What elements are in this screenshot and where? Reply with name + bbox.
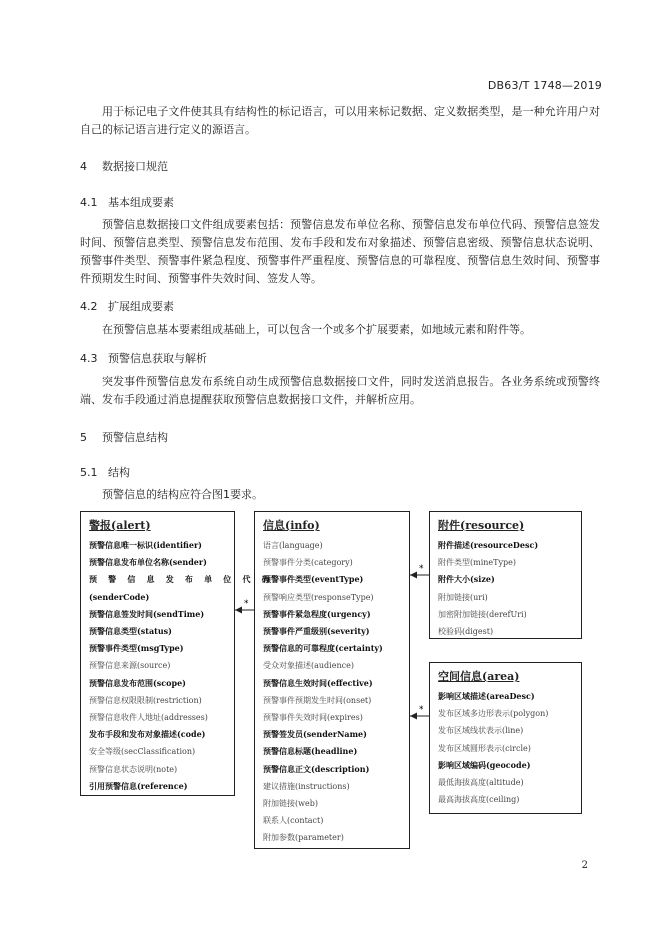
info-field: 预警信息标题(headline) bbox=[263, 746, 358, 757]
alert-field: 预警信息类型(status) bbox=[89, 626, 172, 637]
document-id-header: DB63/T 1748—2019 bbox=[487, 79, 602, 92]
alert-field: 安全等级(secClassification) bbox=[89, 747, 196, 757]
section-number: 5 bbox=[80, 431, 87, 444]
info-class-title: 信息(info) bbox=[263, 519, 320, 532]
multiplicity-star: * bbox=[244, 599, 249, 609]
section-title: 扩展组成要素 bbox=[108, 300, 174, 313]
section-number: 4.3 bbox=[80, 352, 98, 365]
info-field: 受众对象描述(audience) bbox=[263, 661, 354, 671]
alert-field: 预警事件类型(msgType) bbox=[89, 643, 184, 654]
section-4-2-body: 在预警信息基本要素组成基础上，可以包含一个或多个扩展要素，如地域元素和附件等。 bbox=[102, 323, 531, 336]
info-field: 预警信息正文(description) bbox=[263, 763, 370, 774]
area-field: 发布区域多边形表示(polygon) bbox=[438, 709, 549, 719]
area-field: 发布区域圆形表示(circle) bbox=[438, 743, 531, 753]
alert-field: 预警信息来源(source) bbox=[89, 661, 171, 671]
section-title: 数据接口规范 bbox=[102, 160, 168, 173]
info-field: 预警事件分类(category) bbox=[263, 558, 353, 568]
section-number: 4 bbox=[80, 160, 87, 173]
area-field: 影响区域编码(geocode) bbox=[438, 759, 531, 770]
resource-field: 加密附加链接(derefUri) bbox=[438, 609, 527, 619]
alert-field: 预警信息发布范围(scope) bbox=[89, 677, 186, 688]
alert-field: 预 警 信 息 发 布 单 位 代 码 bbox=[89, 574, 274, 585]
section-4-1-body: 预警信息数据接口文件组成要素包括：预警信息发布单位名称、预警信息发布单位代码、预警信息签发时间、预警信息类型、预警信息发布范围、发布手段和发布对象描述、预警信息密级、预警信息状态说明、预警事件类型、预警事件紧急程度、预警事件严重程度、预警信息的可靠程度、预警信息生效时间、预警事件预期发生时间、预警事件失效时间、签发人等。 bbox=[80, 218, 600, 285]
section-title: 基本组成要素 bbox=[108, 196, 174, 209]
section-title: 结构 bbox=[108, 466, 130, 479]
alert-field: 预警信息状态说明(note) bbox=[89, 764, 178, 774]
alert-field: 预警信息唯一标识(identifier) bbox=[89, 540, 202, 550]
section-number: 4.1 bbox=[80, 196, 98, 209]
info-field: 预警签发员(senderName) bbox=[263, 729, 367, 740]
info-field: 预警信息生效时间(effective) bbox=[263, 677, 373, 688]
section-number: 4.2 bbox=[80, 300, 98, 313]
info-field: 联系人(contact) bbox=[263, 816, 324, 826]
section-number: 5.1 bbox=[80, 466, 98, 479]
area-field: 影响区域描述(areaDesc) bbox=[438, 691, 535, 701]
info-field: 预警信息的可靠程度(certainty) bbox=[263, 643, 383, 654]
info-field: 预警事件预期发生时间(onset) bbox=[263, 695, 372, 705]
info-field: 预警事件失效时间(expires) bbox=[263, 713, 363, 723]
alert-field: 预警信息收件人地址(addresses) bbox=[89, 713, 208, 723]
section-4-3-body: 突发事件预警信息发布系统自动生成预警信息数据接口文件，同时发送消息报告。各业务系统或预警终端、发布手段通过消息提醒获取预警信息数据接口文件，并解析应用。 bbox=[80, 375, 600, 406]
alert-field: 预警信息发布单位名称(sender) bbox=[89, 557, 207, 568]
info-field: 语言(language) bbox=[263, 541, 323, 550]
multiplicity-star: * bbox=[419, 564, 424, 574]
info-field: 预警事件类型(eventType) bbox=[263, 574, 364, 585]
alert-field: 发布手段和发布对象描述(code) bbox=[89, 729, 206, 740]
alert-field: 引用预警信息(reference) bbox=[89, 780, 188, 791]
info-field: 附加参数(parameter) bbox=[263, 833, 344, 843]
resource-class-title: 附件(resource) bbox=[438, 519, 525, 532]
page-number: 2 bbox=[581, 860, 588, 871]
area-field: 最低海拔高度(altitude) bbox=[438, 778, 524, 788]
section-title: 预警信息结构 bbox=[102, 431, 168, 444]
alert-field: 预警信息签发时间(sendTime) bbox=[89, 608, 205, 619]
info-field: 附加链接(web) bbox=[263, 799, 318, 809]
alert-class-title: 警报(alert) bbox=[89, 519, 151, 532]
info-field: 预警响应类型(responseType) bbox=[263, 592, 374, 602]
area-class-title: 空间信息(area) bbox=[438, 670, 520, 683]
area-field: 发布区域线状表示(line) bbox=[438, 726, 524, 736]
resource-field: 附件类型(mineType) bbox=[438, 558, 516, 568]
alert-field: (senderCode) bbox=[89, 591, 150, 602]
area-field: 最高海拔高度(ceiling) bbox=[438, 795, 520, 805]
multiplicity-star: * bbox=[419, 705, 424, 715]
resource-field: 附件描述(resourceDesc) bbox=[438, 540, 539, 550]
info-field: 预警事件严重级别(severity) bbox=[263, 626, 370, 637]
intro-paragraph: 用于标记电子文件使其具有结构性的标记语言，可以用来标记数据、定义数据类型，是一种允许用户对自己的标记语言进行定义的源语言。 bbox=[80, 105, 600, 136]
info-field: 建议措施(instructions) bbox=[263, 781, 350, 791]
info-field: 预警事件紧急程度(urgency) bbox=[263, 608, 371, 619]
resource-field: 校验码(digest) bbox=[438, 627, 494, 637]
alert-field: 预警信息权限限制(restriction) bbox=[89, 695, 202, 705]
section-5-1-body: 预警信息的结构应符合图1要求。 bbox=[102, 488, 263, 501]
resource-field: 附加链接(uri) bbox=[438, 592, 488, 602]
section-title: 预警信息获取与解析 bbox=[108, 352, 207, 365]
resource-field: 附件大小(size) bbox=[438, 574, 495, 585]
